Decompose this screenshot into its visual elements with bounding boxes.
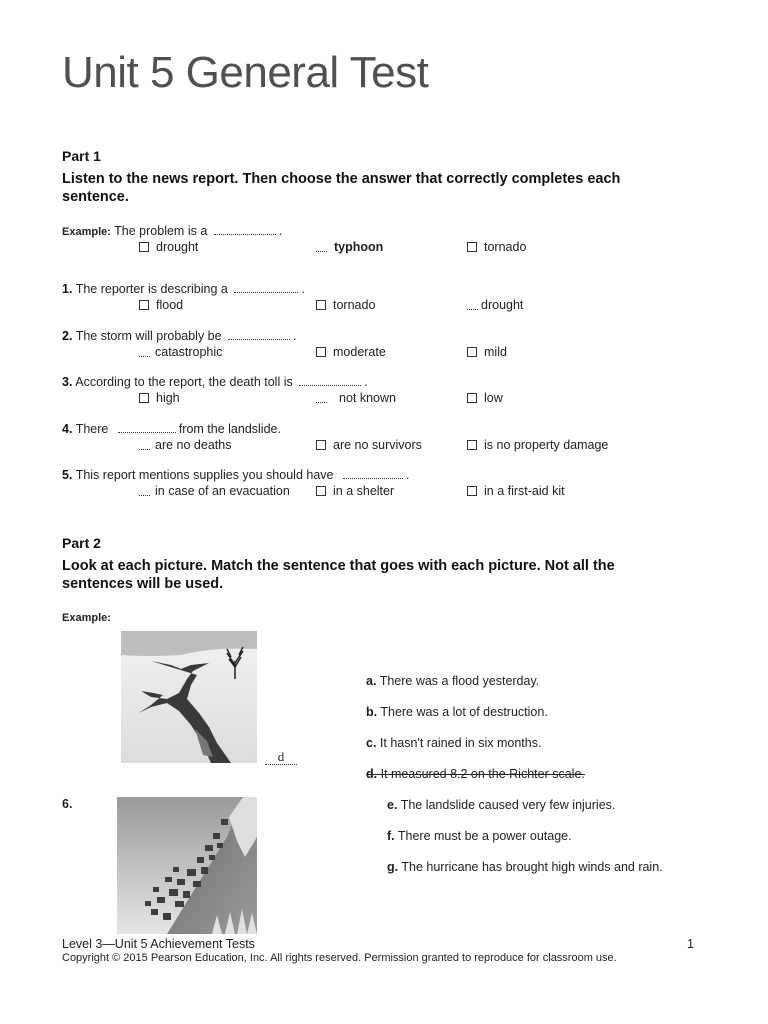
question-2: 2. The storm will probably be .: [62, 329, 297, 343]
q3-option-b[interactable]: not known: [316, 391, 396, 405]
q4-option-a[interactable]: are no deaths: [139, 438, 231, 452]
part1-instructions: Listen to the news report. Then choose the answer that correctly completes each sentence.: [62, 171, 621, 205]
selected-mark-icon[interactable]: [467, 301, 478, 310]
example-option-a[interactable]: drought: [139, 240, 198, 254]
checkbox-icon[interactable]: [139, 393, 149, 403]
answer-blank[interactable]: [118, 422, 176, 433]
example-option-b[interactable]: typhoon: [316, 240, 383, 254]
sentence-f: f. There must be a power outage.: [387, 829, 572, 843]
sentence-e: e. The landslide caused very few injuries.: [387, 798, 616, 812]
answer-blank[interactable]: [214, 224, 276, 235]
q1-option-c[interactable]: drought: [467, 298, 523, 312]
selected-mark-icon[interactable]: [316, 394, 327, 403]
q4-option-b[interactable]: are no survivors: [316, 438, 422, 452]
checkbox-icon[interactable]: [467, 242, 477, 252]
question-1: 1. The reporter is describing a .: [62, 282, 305, 296]
sentence-c: c. It hasn't rained in six months.: [366, 736, 542, 750]
page-number: 1: [687, 937, 694, 951]
footer-title: Level 3—Unit 5 Achievement Tests: [62, 937, 255, 951]
checkbox-icon[interactable]: [316, 300, 326, 310]
item-6-label: 6.: [62, 797, 73, 811]
answer-blank[interactable]: [228, 329, 290, 340]
q3-option-a[interactable]: high: [139, 391, 180, 405]
drought-crack-picture: [121, 631, 257, 763]
example-answer[interactable]: d: [265, 750, 297, 765]
checkbox-icon[interactable]: [467, 440, 477, 450]
part2-instructions: Look at each picture. Match the sentence that goes with each picture. Not all the sentences will be used.: [62, 558, 615, 592]
q4-option-c[interactable]: is no property damage: [467, 438, 608, 452]
q2-option-a[interactable]: catastrophic: [139, 345, 222, 359]
sentence-a: a. There was a flood yesterday.: [366, 674, 540, 688]
page-title: Unit 5 General Test: [62, 48, 429, 97]
checkbox-icon[interactable]: [467, 486, 477, 496]
example-label: Example:: [62, 226, 111, 238]
checkbox-icon[interactable]: [467, 393, 477, 403]
checkbox-icon[interactable]: [316, 347, 326, 357]
example-stem: The problem is a: [114, 224, 208, 238]
q2-option-c[interactable]: mild: [467, 345, 507, 359]
question-3: 3. According to the report, the death toll is .: [62, 375, 368, 389]
example-option-c[interactable]: tornado: [467, 240, 526, 254]
question-4: 4. There from the landslide.: [62, 422, 281, 436]
selected-mark-icon[interactable]: [316, 243, 327, 252]
selected-mark-icon[interactable]: [139, 487, 150, 496]
sentence-g: g. The hurricane has brought high winds and rain.: [387, 860, 663, 874]
q5-option-b[interactable]: in a shelter: [316, 484, 394, 498]
answer-blank[interactable]: [234, 282, 298, 293]
selected-mark-icon[interactable]: [139, 441, 150, 450]
part1-label: Part 1: [62, 148, 101, 164]
checkbox-icon[interactable]: [467, 347, 477, 357]
q5-option-c[interactable]: in a first-aid kit: [467, 484, 565, 498]
sentence-d: d. It measured 8.2 on the Richter scale.: [366, 767, 585, 781]
q5-option-a[interactable]: in case of an evacuation: [139, 484, 290, 498]
selected-mark-icon[interactable]: [139, 348, 150, 357]
q3-option-c[interactable]: low: [467, 391, 503, 405]
checkbox-icon[interactable]: [316, 440, 326, 450]
copyright-notice: Copyright © 2015 Pearson Education, Inc. All rights reserved. Permission granted to reproduce for classroom use.: [62, 952, 617, 964]
q2-option-b[interactable]: moderate: [316, 345, 386, 359]
part2-label: Part 2: [62, 535, 101, 551]
answer-blank[interactable]: [343, 468, 403, 479]
answer-blank[interactable]: [299, 375, 361, 386]
checkbox-icon[interactable]: [139, 242, 149, 252]
landslide-picture: [117, 797, 257, 934]
part2-example-label: Example:: [62, 612, 111, 624]
example-question: Example: The problem is a .: [62, 224, 283, 238]
q1-option-a[interactable]: flood: [139, 298, 183, 312]
question-5: 5. This report mentions supplies you should have .: [62, 468, 410, 482]
sentence-b: b. There was a lot of destruction.: [366, 705, 548, 719]
checkbox-icon[interactable]: [139, 300, 149, 310]
q1-option-b[interactable]: tornado: [316, 298, 375, 312]
checkbox-icon[interactable]: [316, 486, 326, 496]
